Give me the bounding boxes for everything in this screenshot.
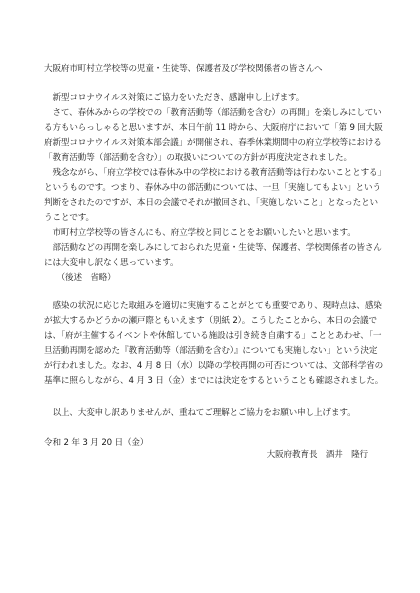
paragraph: さて、春休みからの学校での「教育活動等（部活動を含む）の再開」を楽しみにしている方もいらっしゃると思いますが、本日午前 11 時から、大阪府庁において「第 9 回大阪府新型コロナウイルス対策本部会議」が開催され、春季休業期間中の府立学校等における「教育活動等（部活動を含む）」の取扱いについての方針が再度決定されました。 — [44, 108, 383, 163]
paragraph: 部活動などの再開を楽しみにしておられた児童・生徒等、保護者、学校関係者の皆さんには大変申し訳なく思っています。 — [44, 243, 382, 268]
document-date: 令和 2 年 3 月 20 日（金） — [44, 438, 149, 448]
omission-note: （後述 省略） — [44, 273, 116, 283]
document-title: 大阪府市町村立学校等の児童・生徒等、保護者及び学校関係者の皆さんへ — [44, 64, 323, 74]
closing-paragraph: 以上、大変申し訳ありませんが、重ねてご理解とご協力をお願い申し上げます。 — [44, 408, 356, 418]
paragraph: 市町村立学校等の皆さんにも、府立学校と同じことをお願いしたいと思います。 — [44, 228, 356, 238]
body-section-2 — [44, 299, 384, 389]
paragraph: 残念ながら、「府立学校では春休み中の学校における教育活動等は行わないこととする」というものです。つまり、春休み中の部活動については、一旦「実施してもよい」という判断をされたのですが、本日の会議でそれが撤回され、「実施しないこと」となったということです。 — [44, 168, 382, 223]
body-section-1 — [44, 91, 384, 286]
paragraph: 新型コロナウイルス対策にご協力をいただき、感謝申し上げます。 — [44, 93, 305, 103]
paragraph: 感染の状況に応じた取組みを適切に実施することがとても重要であり、現時点は、感染が拡大するかどうかの瀬戸際ともいえます（別紙 2）。こうしたことから、本日の会議では、「府が主催するイベントや休館している施設は引き続き自粛する」こととあわせ、「一旦活動再開を認めた『教育活動等（部活動を含む）』についても実施しない」という決定が行われました。なお、4 月 8 日（水）以降の学校再開の可否については、文部科学省の基準に照らしながら、4 月 3 日（金）までには決定をするということも確認されました。 — [44, 301, 384, 386]
signature: 大阪府教育長 酒井 隆行 — [266, 450, 368, 460]
